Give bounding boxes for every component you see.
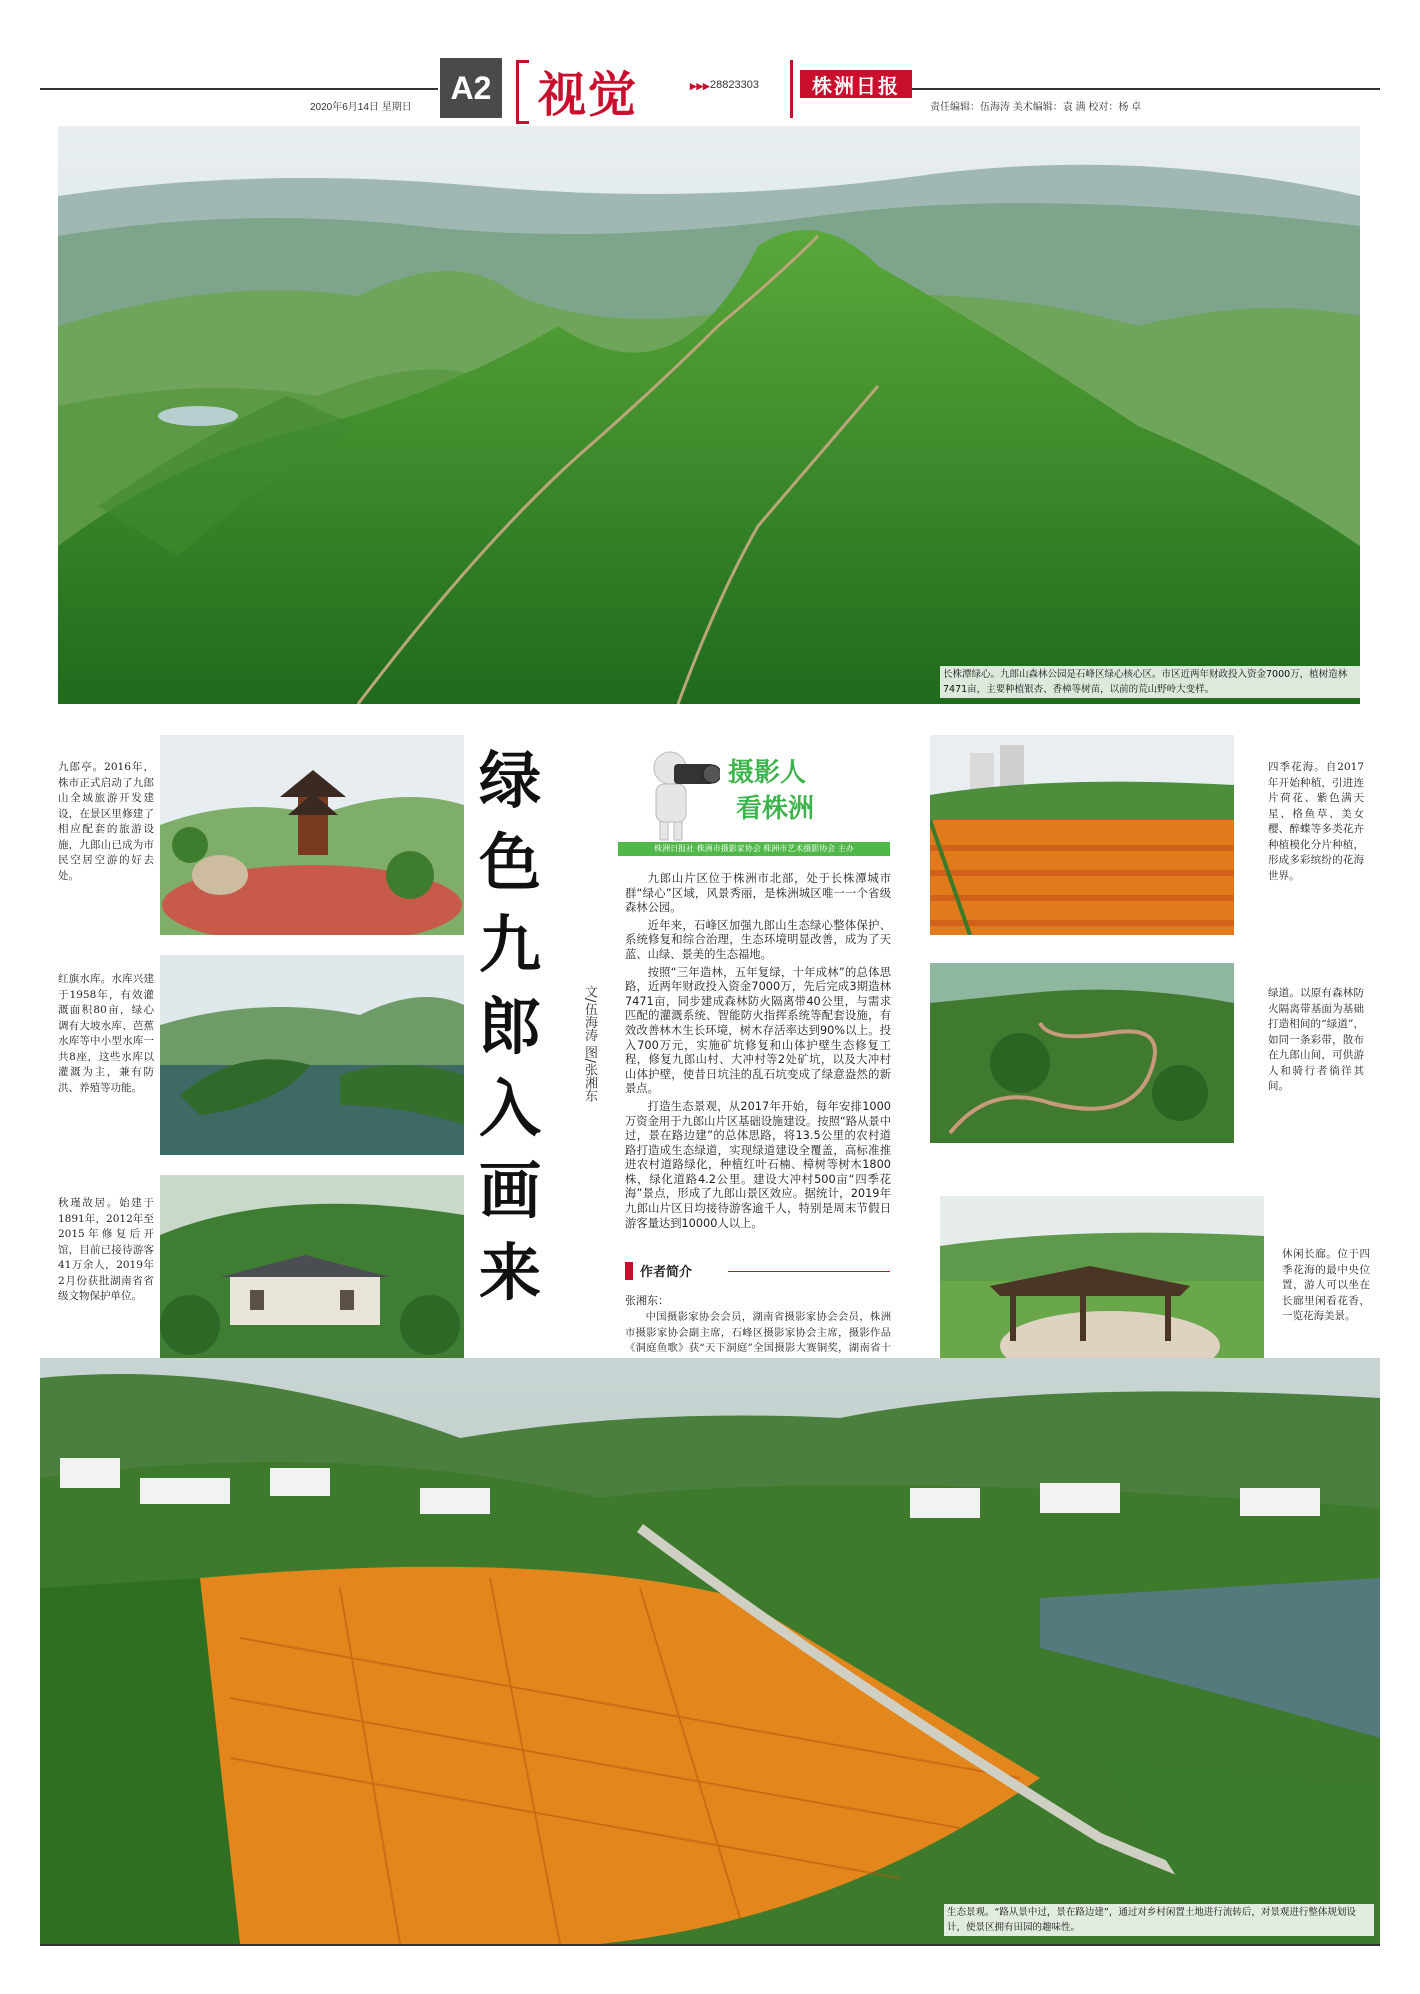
article-body — [625, 872, 891, 1234]
flower-field-panorama-photo — [40, 1358, 1380, 1944]
hotline-number: 28823303 — [710, 79, 759, 91]
pavilion-caption: 九郎亭。2016年，株市正式启动了九郎山全域旅游开发建设，在景区里修建了相应配套的旅游设施，九郎山已成为市民空居空游的好去处。 — [58, 761, 154, 882]
section-bracket-right — [780, 60, 793, 118]
hotline-arrows: ▸▸▸ — [690, 78, 710, 93]
greenway-caption: 绿道。以原有森林防火隔离带基面为基础打造相间的“绿道”，如同一条彩带，散布在九郎山间，可供游人和骑行者徜徉其间。 — [1268, 987, 1364, 1092]
bio-heading: 作者简介 — [640, 1265, 693, 1280]
old-residence-photo — [160, 1175, 464, 1375]
article-byline: 文/伍海涛 图/张湘东 — [582, 985, 597, 1102]
column-brand-line2: 看株洲 — [736, 794, 815, 824]
flower-sea-caption: 四季花海。自2017年开始种植，引进连片荷花、紫色满天星、格鱼草、美女樱、醉蝶等多类花卉种植模化分片种植，形成多彩缤纷的花海世界。 — [1268, 761, 1364, 882]
bio-heading-rule — [728, 1271, 890, 1272]
jiulang-pavilion-photo — [160, 735, 464, 935]
page-number: A2 — [440, 58, 502, 118]
greenway-photo — [930, 963, 1234, 1143]
bio-author-name: 张湘东： — [625, 1294, 669, 1307]
article-paragraph: 近年来，石峰区加强九郎山生态绿心整体保护、系统修复和综合治理，生态环境明显改善，成为了天蓝、山绿、景美的生态福地。 — [625, 918, 891, 961]
corridor-pavilion-caption: 休闲长廊。位于四季花海的最中央位置，游人可以坐在长廊里闲看花香，一览花海美景。 — [1282, 1248, 1370, 1322]
newspaper-logo: 株洲日报 — [800, 70, 912, 98]
section-bracket-left — [516, 60, 529, 124]
flower-sea-photo — [930, 735, 1234, 935]
article-paragraph: 九郎山片区位于株洲市北部，处于长株潭城市群“绿心”区域，风景秀丽，是株洲城区唯一一个省级森林公园。 — [625, 872, 891, 915]
column-brand-line1: 摄影人 — [728, 758, 807, 788]
residence-caption: 秋瑾故居。始建于1891年，2012年至2015年修复后开馆，目前已接待游客41万余人，2019年2月份获批湖南省省级文物保护单位。 — [58, 1197, 154, 1302]
reservoir-caption: 红旗水库。水库兴建于1958年，有效灌溉面积80亩，绿心调有大坡水库、芭蕉水库等中小型水库一共8座，这些水库以灌溉为主，兼有防洪、养殖等功能。 — [58, 973, 154, 1094]
section-title: 视觉 — [538, 67, 639, 123]
reservoir-photo — [160, 955, 464, 1155]
dateline: 2020年6月14日 星期日 — [310, 102, 412, 113]
article-title: 绿色九郎入画来 — [478, 744, 541, 1309]
bio-heading-marker — [625, 1262, 633, 1280]
article-paragraph: 打造生态景观，从2017年开始，每年安排1000万资金用于九郎山片区基础设施建设。按照“路从景中过，景在路边建”的总体思路，将13.5公里的农村道路打造成生态绿道，实现绿道建设全覆盖，高标准推进农村道路绿化，种植红叶石楠、樟树等树木1800株，绿化道路4.2公里。建设大冲村500亩“四季花海”景点，形成了九郎山景区效应。据统计，2019年九郎山片区日均接待游客逾千人，特别是周末节假日游客量达到10000人以上。 — [625, 1099, 891, 1230]
page-bottom-rule — [40, 1944, 1380, 1946]
bio-text: 中国摄影家协会会员，湖南省摄影家协会会员，株洲市摄影家协会副主席，石峰区摄影家协会主席，摄影作品《洞庭鱼歌》获“天下洞庭”全国摄影大赛铜奖，湖南省十 — [625, 1311, 891, 1354]
column-organizers: 株洲日报社 株洲市摄影家协会 株洲市艺术摄影协会 主办 — [618, 842, 890, 856]
masthead-rule-left — [40, 88, 438, 90]
camera-mascot-icon — [640, 740, 720, 844]
article-paragraph: 按照“三年造林，五年复绿，十年成林”的总体思路，近两年财政投入资金7000万，先后完成3期造林7471亩，同步建成森林防火隔离带40公里，与需求匹配的灌溉系统、智能防火指挥系统等配套设施，有效改善林木生长环境，树木存活率达到90%以上。投入700万元，实施矿坑修复和山体护壁生态修复工程，修复九郎山村、大冲村等2处矿坑，以及大冲村山体护壁，使昔日坑洼的乱石坑变成了绿意盎然的新景点。 — [625, 965, 891, 1096]
top-photo-caption: 长株潭绿心。九郎山森林公园是石峰区绿心核心区。市区近两年财政投入资金7000万，植树造林7471亩，主要种植银杏、香樟等树苗，以前的荒山野岭大变样。 — [940, 666, 1360, 698]
mountain-panorama-photo — [58, 126, 1360, 704]
bottom-photo-caption: 生态景观。“路从景中过，景在路边建”，通过对乡村闲置土地进行流转后，对景观进行整体规划设计，使景区拥有田园的趣味性。 — [944, 1904, 1374, 1936]
editor-credits: 责任编辑：伍海涛 美术编辑：袁 满 校对：杨 卓 — [930, 102, 1142, 113]
